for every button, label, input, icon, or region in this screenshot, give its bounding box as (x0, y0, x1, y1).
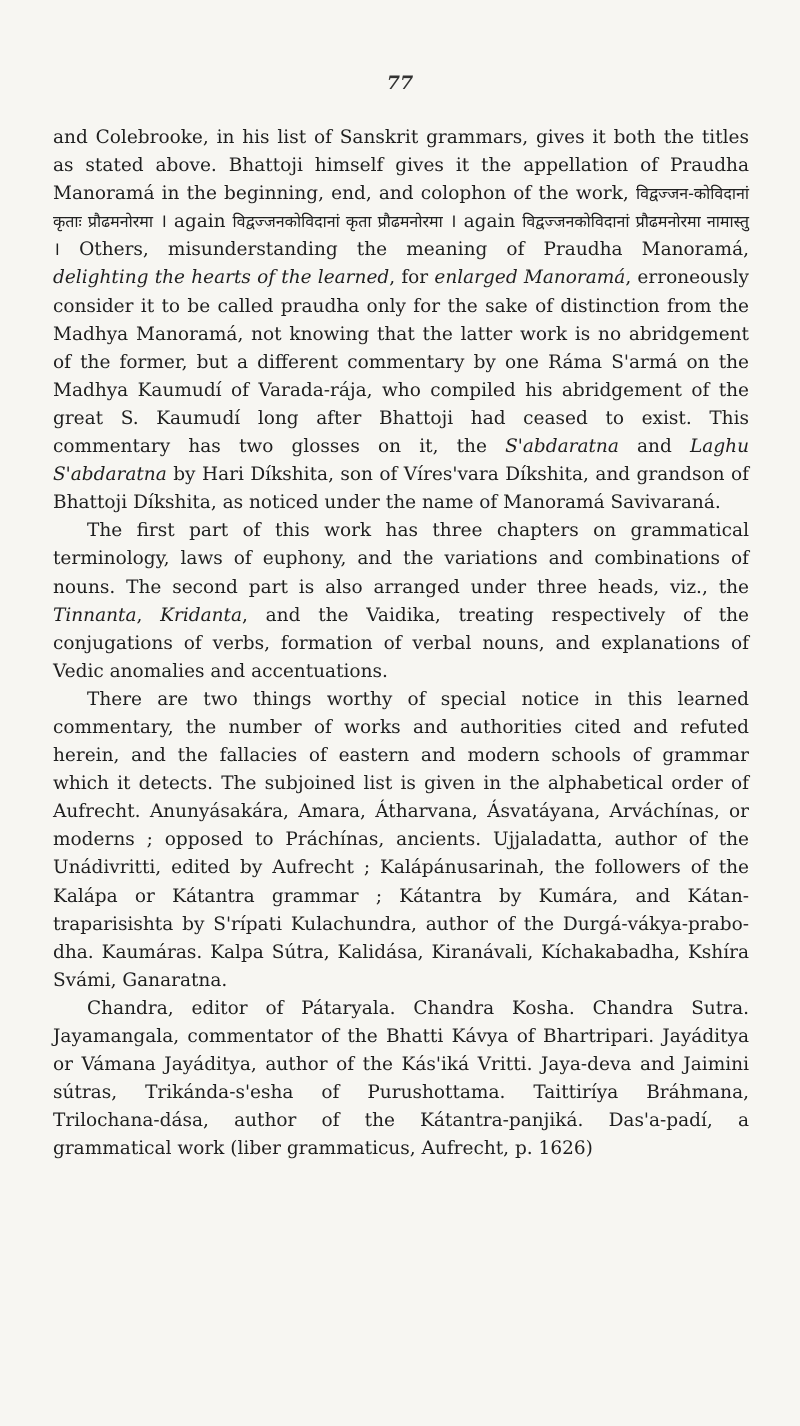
devanagari-quote-3: विद्वज्जनकोविदानां प्रौढमनोरमा नामास्तु (522, 212, 749, 232)
paragraph-4: Chandra, editor of Pátaryala. Chandra Kosha. Chandra Sutra. Jayamangala, commentator of the Bhatti Kávya of Bhartripari. Jayáditya or Vámana Jayáditya, author of the Kás'iká Vritti. Jaya-deva and Jaimini sútras, Trikánda-s'esha of Purushottama. Taittiríya Bráhmana, Trilochana-dása, author of the Kátantra-panjiká. Das'a-padí, a grammatical work (liber grammaticus, Aufrecht, p. 1626) (53, 997, 749, 1160)
body-text (53, 124, 749, 1163)
devanagari-quote-2: विद्वज्जनकोविदानां कृता प्रौढमनोरमा (232, 212, 443, 232)
paragraph-2: The first part of this work has three chapters on grammatical terminology, laws of euphony, and the variations and combinations of nouns. The second part is also arranged under three heads, viz., the Tinnanta, Kridanta, and the Vaidika, treating respectively of the conjugations of verbs, formation of verbal nouns, and explanations of Vedic anomalies and accentuations. (53, 520, 749, 682)
italic-term: Kridanta (160, 604, 242, 626)
devanagari-quote-1: विद्वज्जन-कोविदानां कृताः प्रौढमनोरमा (53, 184, 749, 232)
italic-title: S'abdaratna (505, 436, 619, 458)
italic-title: Laghu S'abdaratna (53, 436, 749, 486)
italic-phrase: delighting the hearts of the learned (53, 267, 390, 289)
italic-phrase: enlarged Manoramá (434, 267, 626, 289)
italic-term: Tinnanta (53, 604, 137, 626)
paragraph-1: and Colebrooke, in his list of Sanskrit grammars, gives it both the titles as stated above. Bhattoji himself gives it the appellation of Praudha Manoramá in the beginning, end, and colophon of the work, विद्वज्जन-कोविदानां कृताः प्रौढमनोरमा । again विद्वज्जनकोविदानां कृता प्रौढमनोरमा । again विद्वज्जनकोविदानां प्रौढमनोरमा नामास्तु । Others, misunderstanding the meaning of Praudha Manoramá, delighting the hearts of the learned, for enlarged Manoramá, erroneously consider it to be called praudha only for the sake of distinction from the Madhya Manoramá, not knowing that the latter work is no abridgement of the former, but a different commentary by one Ráma S'armá on the Madhya Kaumudí of Varada-rája, who compiled his abridgement of the great S. Kaumudí long after Bhattoji had ceased to exist. This commentary has two glosses on it, the S'abdaratna and Laghu S'abdaratna by Hari Díkshita, son of Víres'vara Díkshita, and grandson of Bhattoji Díkshita, as noticed under the name of Manoramá Savivaraná. (53, 127, 749, 514)
page-number: 77 (386, 72, 414, 94)
paragraph-3: There are two things worthy of special notice in this learned commentary, the number of works and authorities cited and refuted herein, and the fallacies of eastern and modern schools of grammar which it detects. The subjoined list is given in the alphabetical order of Aufrecht. Anunyásakára, Amara, Átharvana, Ásvatáyana, Arváchínas, or moderns ; opposed to Práchínas, ancients. Ujjaladatta, author of the Unádivritti, edited by Aufrecht ; Kalápánusarinah, the followers of the Kalápa or Kátantra grammar ; Kátantra by Kumára, and Kátan-traparisishta by S'rípati Kulachundra, author of the Durgá-vákya-prabo-dha. Kaumáras. Kalpa Sútra, Kalidása, Kiranávali, Kíchakabadha, Kshíra Svámi, Ganaratna. (53, 688, 749, 991)
